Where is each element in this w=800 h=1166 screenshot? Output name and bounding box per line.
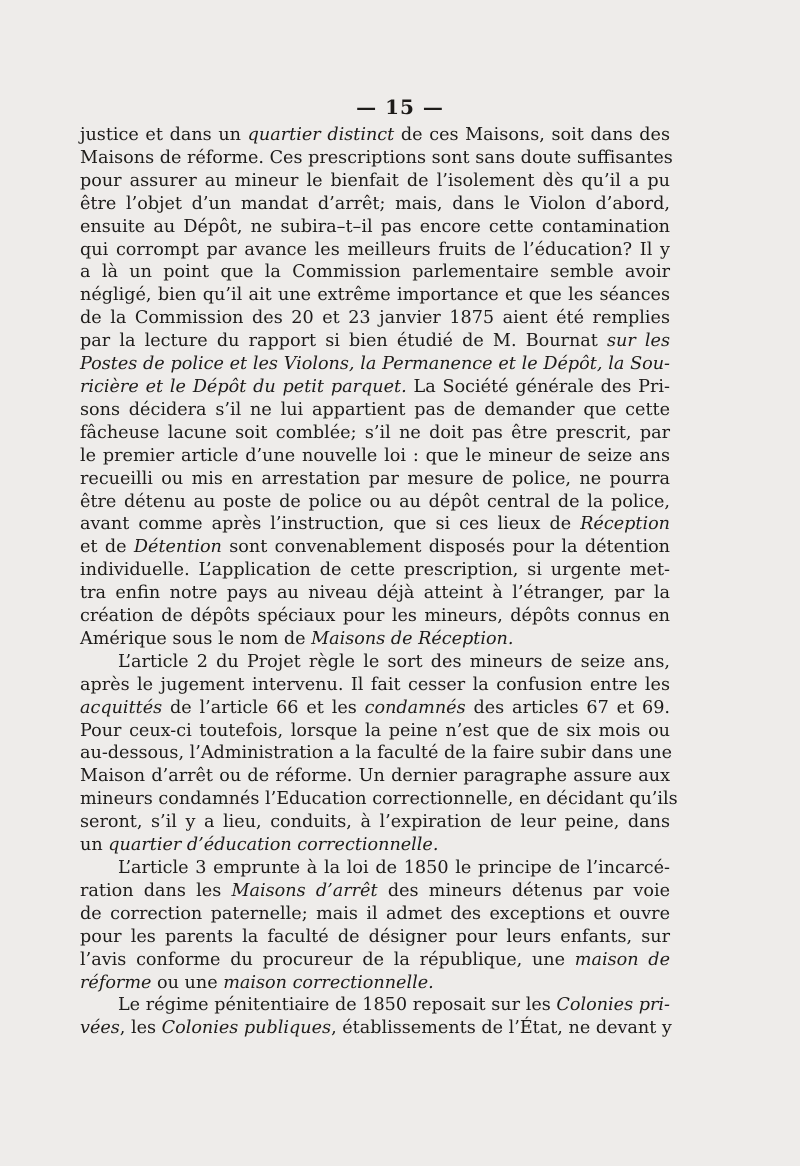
text-line: de la Commission des 20 et 23 janvier 1875 aient été remplies xyxy=(80,308,670,329)
text-line: l’avis conforme du procureur de la république, une maison de xyxy=(80,949,670,970)
body-text xyxy=(80,124,678,1040)
text-line: ration dans les Maisons d’arrêt des mineurs détenus par voie xyxy=(80,880,670,901)
text-line: sons décidera s’il ne lui appartient pas de demander que cette xyxy=(80,399,670,420)
text-line: fâcheuse lacune soit comblée; s’il ne doit pas être prescrit, par xyxy=(80,422,670,443)
text-line: recueilli ou mis en arrestation par mesure de police, ne pourra xyxy=(80,468,670,489)
text-line: ensuite au Dépôt, ne subira–t–il pas encore cette contamination xyxy=(80,216,670,237)
text-line: après le jugement intervenu. Il fait cesser la confusion entre les xyxy=(80,674,670,695)
text-line: tra enfin notre pays au niveau déjà atteint à l’étranger, par la xyxy=(80,583,670,604)
text-line: qui corrompt par avance les meilleurs fruits de l’éducation? Il y xyxy=(80,239,670,260)
text-line: Postes de police et les Violons, la Permanence et le Dépôt, la Sou- xyxy=(80,354,670,375)
text-line: et de Détention sont convenablement disposés pour la détention xyxy=(80,537,670,558)
text-line: Pour ceux-ci toutefois, lorsque la peine n’est que de six mois ou xyxy=(80,720,670,741)
text-line: pour les parents la faculté de désigner pour leurs enfants, sur xyxy=(80,926,670,947)
text-line: avant comme après l’instruction, que si ces lieux de Réception xyxy=(80,514,670,535)
text-line: mineurs condamnés l’Education correctionnelle, en décidant qu’ils xyxy=(80,789,678,810)
text-line: au-dessous, l’Administration a la faculté de la faire subir dans une xyxy=(80,743,673,764)
text-line: réforme ou une maison correctionnelle. xyxy=(80,972,434,993)
text-line: Le régime pénitentiaire de 1850 reposait sur les Colonies pri- xyxy=(118,995,670,1016)
text-line: Maisons de réforme. Ces prescriptions sont sans doute suffisantes xyxy=(80,147,673,168)
text-line: Amérique sous le nom de Maisons de Réception. xyxy=(80,628,514,649)
text-line: a là un point que la Commission parlementaire semble avoir xyxy=(80,262,670,283)
text-line: de correction paternelle; mais il admet des exceptions et ouvre xyxy=(80,903,670,924)
text-line: négligé, bien qu’il ait une extrême importance et que les séances xyxy=(80,285,670,306)
text-line: acquittés de l’article 66 et les condamnés des articles 67 et 69. xyxy=(80,697,670,718)
text-line: justice et dans un quartier distinct de ces Maisons, soit dans des xyxy=(80,125,670,145)
text-line: être l’objet d’un mandat d’arrêt; mais, dans le Violon d’abord, xyxy=(80,193,670,214)
text-line: être détenu au poste de police ou au dépôt central de la police, xyxy=(80,491,670,512)
text-line: seront, s’il y a lieu, conduits, à l’expiration de leur peine, dans xyxy=(80,812,670,833)
text-line: individuelle. L’application de cette prescription, si urgente met- xyxy=(80,560,670,581)
text-line: le premier article d’une nouvelle loi : que le mineur de seize ans xyxy=(80,445,670,466)
text-line: création de dépôts spéciaux pour les mineurs, dépôts connus en xyxy=(80,606,670,627)
text-line: pour assurer au mineur le bienfait de l’isolement dès qu’il a pu xyxy=(80,170,670,191)
text-line: un quartier d’éducation correctionnelle. xyxy=(80,835,439,856)
text-line: par la lecture du rapport si bien étudié de M. Bournat sur les xyxy=(80,331,670,352)
text-line: L’article 3 emprunte à la loi de 1850 le principe de l’incarcé- xyxy=(118,858,670,878)
page-number: — 15 — xyxy=(356,95,444,119)
text-line: ricière et le Dépôt du petit parquet. La Société générale des Pri- xyxy=(80,376,670,397)
text-line: L’article 2 du Projet règle le sort des mineurs de seize ans, xyxy=(118,651,670,672)
text-line: vées, les Colonies publiques, établissements de l’État, ne devant y xyxy=(80,1018,672,1039)
text-line: Maison d’arrêt ou de réforme. Un dernier paragraphe assure aux xyxy=(80,766,670,787)
